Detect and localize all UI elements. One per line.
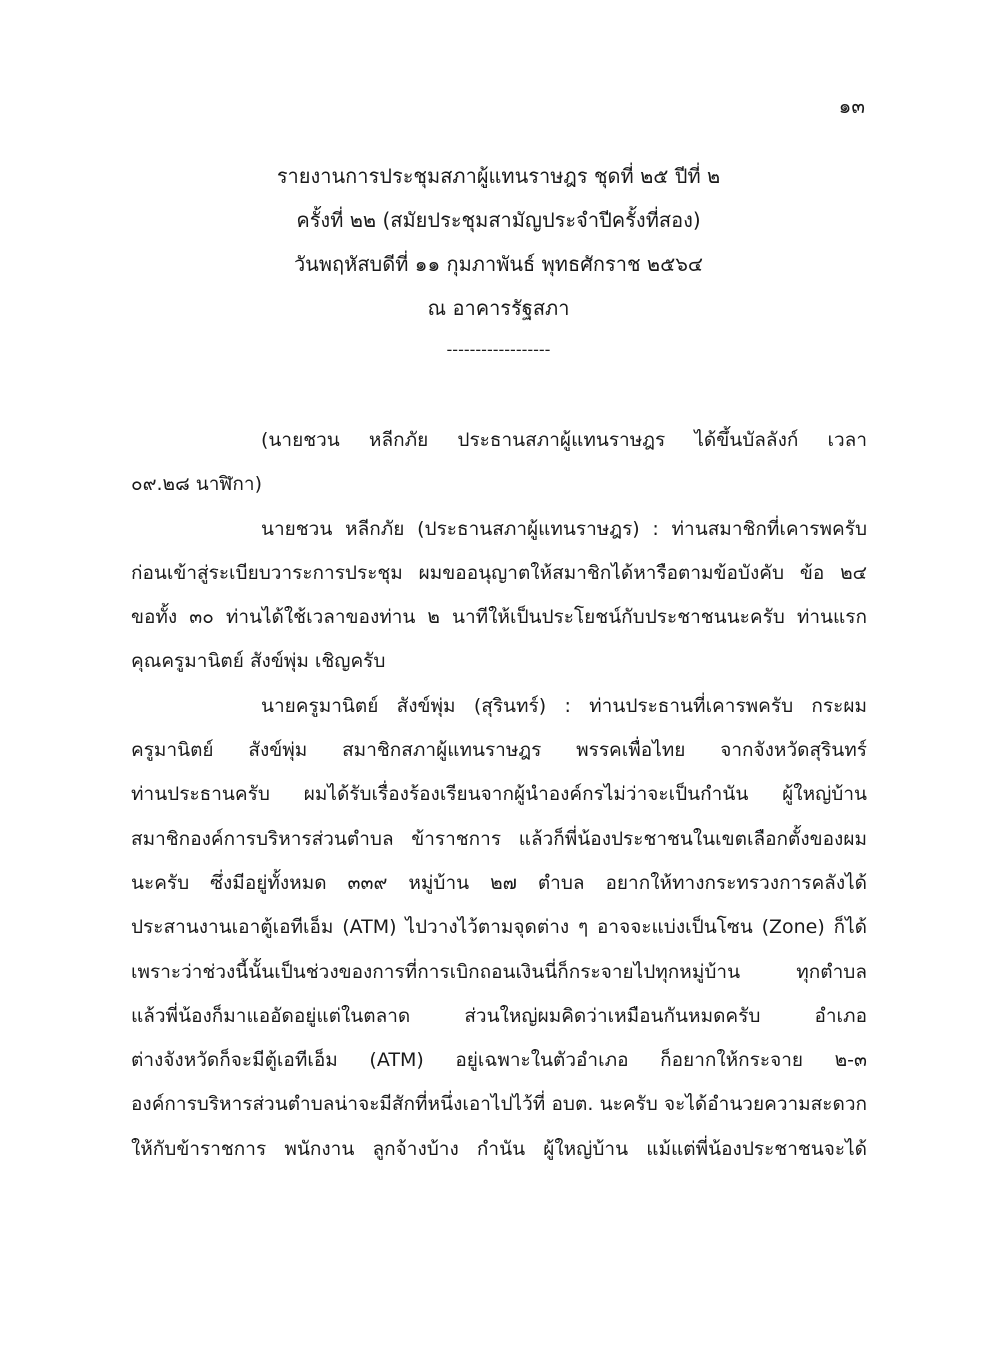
text-line: นายครูมานิตย์ สังข์พุ่ม (สุรินทร์) : ท่านประธานที่เคารพครับ กระผม [261, 694, 867, 717]
text-line: ครูมานิตย์ สังข์พุ่ม สมาชิกสภาผู้แทนราษฎร พรรคเพื่อไทย จากจังหวัดสุรินทร์ [131, 739, 867, 762]
text-line: ๐๙.๒๘ นาฬิกา) [131, 473, 263, 496]
text-line: เพราะว่าช่วงนี้นั้นเป็นช่วงของการที่การเบิกถอนเงินนี่ก็กระจายไปทุกหมู่บ้าน ทุกตำบล [131, 960, 867, 983]
text-line: ให้กับข้าราชการ พนักงาน ลูกจ้างบ้าง กำนัน ผู้ใหญ่บ้าน แม้แต่พี่น้องประชาชนจะได้ [131, 1137, 867, 1160]
heading-line-date: วันพฤหัสบดีที่ ๑๑ กุมภาพันธ์ พุทธศักราช ๒๕๖๔ [293, 252, 704, 276]
document-body [131, 418, 867, 1171]
text-line: ขอทั้ง ๓๐ ท่านได้ใช้เวลาของท่าน ๒ นาทีให้เป็นประโยชน์กับประชาชนนะครับ ท่านแรก [131, 606, 867, 629]
page-number: ๑๓ [838, 94, 865, 118]
heading-line-session: รายงานการประชุมสภาผู้แทนราษฎร ชุดที่ ๒๕ ปีที่ ๒ [276, 164, 721, 188]
text-line: (นายชวน หลีกภัย ประธานสภาผู้แทนราษฎร ได้ขึ้นบัลลังก์ เวลา [261, 429, 867, 451]
text-line: นายชวน หลีกภัย (ประธานสภาผู้แทนราษฎร) : ท่านสมาชิกที่เคารพครับ [261, 517, 867, 540]
text-line: องค์การบริหารส่วนตำบลน่าจะมีสักที่หนึ่งเอาไปไว้ที่ อบต. นะครับ จะได้อำนวยความสะดวก [131, 1093, 867, 1116]
text-line: แล้วพี่น้องก็มาแออัดอยู่แต่ในตลาด ส่วนใหญ่ผมคิดว่าเหมือนกันหมดครับ อำเภอ [131, 1004, 867, 1027]
heading-line-meeting: ครั้งที่ ๒๒ (สมัยประชุมสามัญประจำปีครั้งที่สอง) [296, 208, 701, 232]
text-line: สมาชิกองค์การบริหารส่วนตำบล ข้าราชการ แล้วก็พี่น้องประชาชนในเขตเลือกตั้งของผม [131, 827, 867, 850]
text-line: คุณครูมานิตย์ สังข์พุ่ม เชิญครับ [131, 650, 386, 673]
text-line: ประสานงานเอาตู้เอทีเอ็ม (ATM) ไปวางไว้ตามจุดต่าง ๆ อาจจะแบ่งเป็นโซน (Zone) ก็ได้ [131, 916, 867, 939]
text-line: ก่อนเข้าสู่ระเบียบวาระการประชุม ผมขออนุญาตให้สมาชิกได้หารือตามข้อบังคับ ข้อ ๒๔ [131, 561, 867, 584]
text-line: ต่างจังหวัดก็จะมีตู้เอทีเอ็ม (ATM) อยู่เฉพาะในตัวอำเภอ ก็อยากให้กระจาย ๒-๓ [131, 1049, 867, 1072]
document-heading [130, 154, 867, 370]
heading-line-venue: ณ อาคารรัฐสภา [427, 296, 570, 320]
text-line: นะครับ ซึ่งมีอยู่ทั้งหมด ๓๓๙ หมู่บ้าน ๒๗ ตำบล อยากให้ทางกระทรวงการคลังได้ [131, 871, 867, 894]
paragraph-member-speech [131, 684, 867, 1171]
paragraph-chair-opening [131, 418, 867, 507]
paragraph-chair-remarks [131, 507, 867, 684]
heading-separator: ------------------ [446, 340, 551, 359]
text-line: ท่านประธานครับ ผมได้รับเรื่องร้องเรียนจากผู้นำองค์กรไม่ว่าจะเป็นกำนัน ผู้ใหญ่บ้าน [131, 783, 867, 806]
